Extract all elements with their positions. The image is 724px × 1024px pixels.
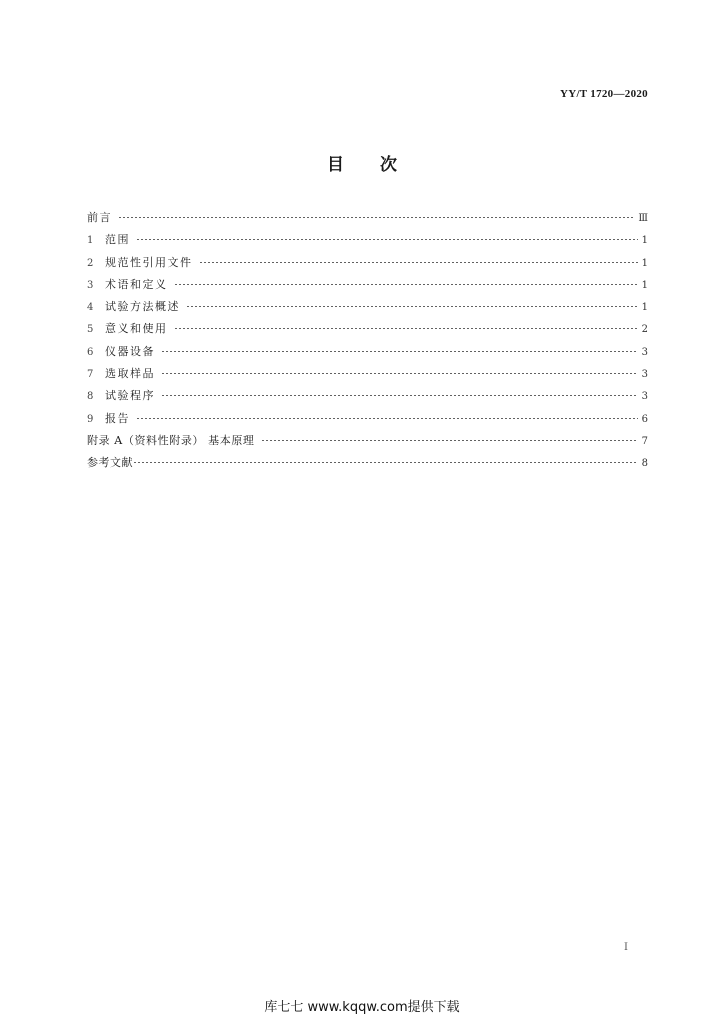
- toc-entry-number: 8: [87, 391, 94, 403]
- toc-entry-number: 1: [87, 235, 94, 247]
- toc-entry-page: 1: [641, 235, 648, 247]
- toc-leader-dots: [136, 239, 638, 240]
- toc-entry-method-summary[interactable]: [87, 296, 648, 318]
- toc-entry-label: 试验程序: [105, 389, 155, 403]
- page-number: Ⅰ: [624, 942, 628, 953]
- toc-entry-label: 报告: [105, 411, 130, 425]
- standard-code: YY/T 1720—2020: [559, 88, 648, 100]
- toc-leader-dots: [186, 306, 638, 307]
- toc-entry-label: 规范性引用文件: [105, 255, 193, 269]
- toc-leader-dots: [161, 373, 638, 374]
- toc-entry-page: 7: [641, 435, 648, 447]
- toc-entry-page: 6: [641, 413, 648, 425]
- title-char-1: 目: [327, 155, 344, 175]
- table-of-contents: [87, 207, 648, 475]
- toc-entry-page: 3: [641, 391, 648, 403]
- toc-entry-sampling[interactable]: [87, 363, 648, 385]
- toc-entry-number: 6: [87, 346, 94, 358]
- toc-leader-dots: [133, 462, 638, 463]
- toc-entry-label: 意义和使用: [105, 322, 168, 336]
- toc-leader-dots: [118, 217, 634, 218]
- toc-entry-apparatus[interactable]: [87, 341, 648, 363]
- toc-entry-label: 前言: [87, 211, 112, 224]
- toc-entry-page: 8: [641, 458, 648, 470]
- toc-entry-number: 2: [87, 257, 94, 269]
- toc-entry-number: 3: [87, 279, 94, 291]
- toc-leader-dots: [161, 351, 638, 352]
- toc-entry-label: 选取样品: [105, 367, 155, 381]
- toc-entry-foreword[interactable]: [87, 207, 648, 229]
- toc-entry-label: 参考文献: [87, 456, 133, 470]
- toc-leader-dots: [199, 262, 638, 263]
- toc-entry-page: 1: [641, 279, 648, 291]
- toc-entry-terms[interactable]: [87, 274, 648, 296]
- toc-entry-scope[interactable]: [87, 229, 648, 251]
- toc-entry-report[interactable]: [87, 408, 648, 430]
- download-footer: 库七七 www.kqqw.com提供下载: [264, 1000, 460, 1015]
- toc-entry-page: 3: [641, 369, 648, 381]
- toc-entry-page: 1: [641, 302, 648, 314]
- toc-leader-dots: [261, 440, 638, 441]
- toc-entry-number: 5: [87, 324, 94, 336]
- toc-entry-page: 1: [641, 257, 648, 269]
- toc-entry-label: 术语和定义: [105, 277, 168, 291]
- toc-entry-label: 仪器设备: [105, 344, 155, 358]
- toc-entry-page: 2: [641, 324, 648, 336]
- toc-entry-procedure[interactable]: [87, 385, 648, 407]
- toc-entry-significance[interactable]: [87, 318, 648, 340]
- toc-entry-number: 9: [87, 413, 94, 425]
- toc-entry-number: 4: [87, 302, 94, 314]
- toc-leader-dots: [174, 328, 638, 329]
- toc-entry-number: 7: [87, 369, 94, 381]
- title-char-2: 次: [380, 155, 397, 175]
- page-title: [0, 150, 724, 175]
- toc-entry-label: 试验方法概述: [105, 300, 180, 314]
- toc-leader-dots: [161, 395, 638, 396]
- toc-leader-dots: [136, 418, 638, 419]
- toc-entry-label: 范围: [105, 233, 130, 247]
- toc-leader-dots: [174, 284, 638, 285]
- toc-entry-bibliography[interactable]: [87, 452, 648, 474]
- toc-entry-normative-references[interactable]: [87, 252, 648, 274]
- toc-entry-page: Ⅲ: [638, 213, 648, 224]
- toc-entry-annex-a[interactable]: [87, 430, 648, 452]
- toc-entry-label: 附录 A（资料性附录） 基本原理: [87, 433, 255, 447]
- toc-entry-page: 3: [641, 346, 648, 358]
